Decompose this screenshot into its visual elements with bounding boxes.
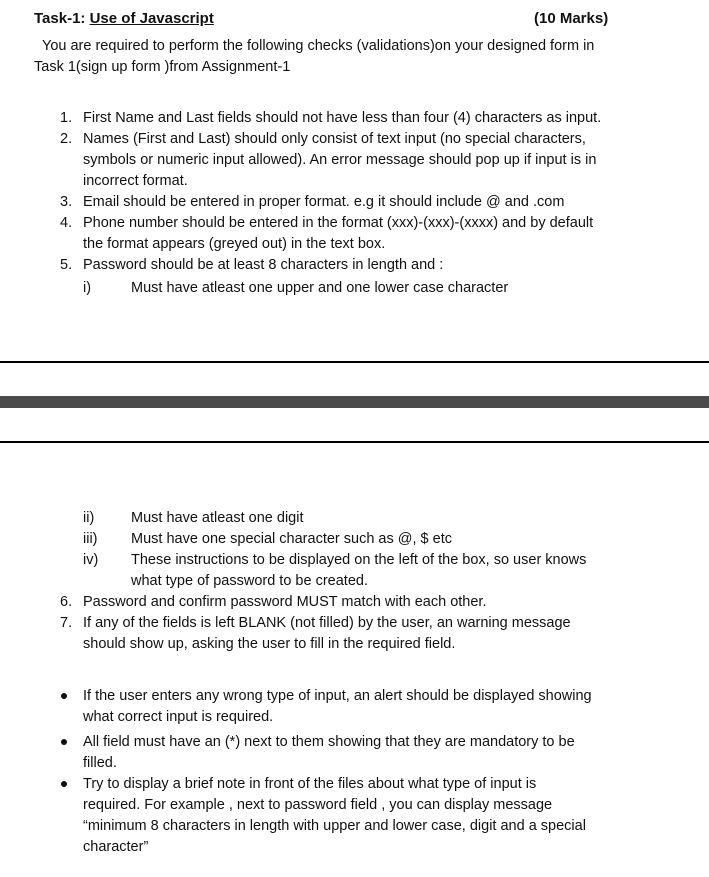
- bullet-icon: [61, 693, 67, 699]
- list-num: 1.: [60, 110, 73, 126]
- sub-num: i): [83, 280, 92, 296]
- list-item-text: Phone number should be entered in the format (xxx)-(xxx)-(xxxx) and by default: [83, 215, 594, 231]
- list-item-text: the format appears (greyed out) in the text box.: [83, 236, 386, 252]
- bullet-item-text: filled.: [83, 755, 117, 771]
- sub-item-text: Must have one special character such as @, $ etc: [131, 531, 452, 547]
- list-item-text: symbols or numeric input allowed). An error message should pop up if input is in: [83, 152, 597, 168]
- list-num: 6.: [60, 594, 73, 610]
- bullet-item-text: If the user enters any wrong type of input, an alert should be displayed showing: [83, 688, 592, 704]
- page-break-bottom-rule: [0, 441, 709, 443]
- list-num: 2.: [60, 131, 73, 147]
- bullet-item-text: required. For example , next to password field , you can display message: [83, 797, 553, 813]
- list-num: 7.: [60, 615, 73, 631]
- bullet-item-text: Try to display a brief note in front of the files about what type of input is: [83, 776, 537, 792]
- bullet-item-text: what correct input is required.: [83, 709, 274, 725]
- intro-line-1: You are required to perform the following checks (validations)on your designed form in: [42, 38, 595, 54]
- bullet-icon: [61, 781, 67, 787]
- list-item-text: Names (First and Last) should only consist of text input (no special characters,: [83, 131, 586, 147]
- list-num: 4.: [60, 215, 73, 231]
- task-label: Task-1:: [34, 10, 86, 27]
- bullet-item-text: character”: [83, 839, 149, 855]
- sub-item-text: what type of password to be created.: [131, 573, 368, 589]
- list-item-text: Password should be at least 8 characters in length and :: [83, 257, 444, 273]
- list-item-text: should show up, asking the user to fill in the required field.: [83, 636, 456, 652]
- task-title: Use of Javascript: [89, 10, 214, 27]
- marks-label: (10 Marks): [534, 10, 609, 27]
- list-num: 5.: [60, 257, 73, 273]
- bullet-icon: [61, 739, 67, 745]
- list-item-text: If any of the fields is left BLANK (not filled) by the user, an warning message: [83, 615, 571, 631]
- page-break-band: [0, 396, 709, 408]
- sub-item-text: Must have atleast one digit: [131, 510, 304, 526]
- sub-item-text: These instructions to be displayed on the left of the box, so user knows: [131, 552, 587, 568]
- list-item-text: First Name and Last fields should not have less than four (4) characters as input.: [83, 110, 602, 126]
- sub-item-text: Must have atleast one upper and one lower case character: [131, 280, 509, 296]
- list-item-text: Password and confirm password MUST match with each other.: [83, 594, 487, 610]
- bullet-item-text: “minimum 8 characters in length with upper and lower case, digit and a special: [83, 818, 586, 834]
- sub-num: iv): [83, 552, 99, 568]
- sub-num: ii): [83, 510, 95, 526]
- list-item-text: incorrect format.: [83, 173, 188, 189]
- task-heading: [34, 10, 214, 27]
- sub-num: iii): [83, 531, 98, 547]
- list-item-text: Email should be entered in proper format. e.g it should include @ and .com: [83, 194, 565, 210]
- intro-line-2: Task 1(sign up form )from Assignment-1: [34, 59, 291, 75]
- bullet-item-text: All field must have an (*) next to them showing that they are mandatory to be: [83, 734, 575, 750]
- list-num: 3.: [60, 194, 73, 210]
- page-break-top-rule: [0, 361, 709, 363]
